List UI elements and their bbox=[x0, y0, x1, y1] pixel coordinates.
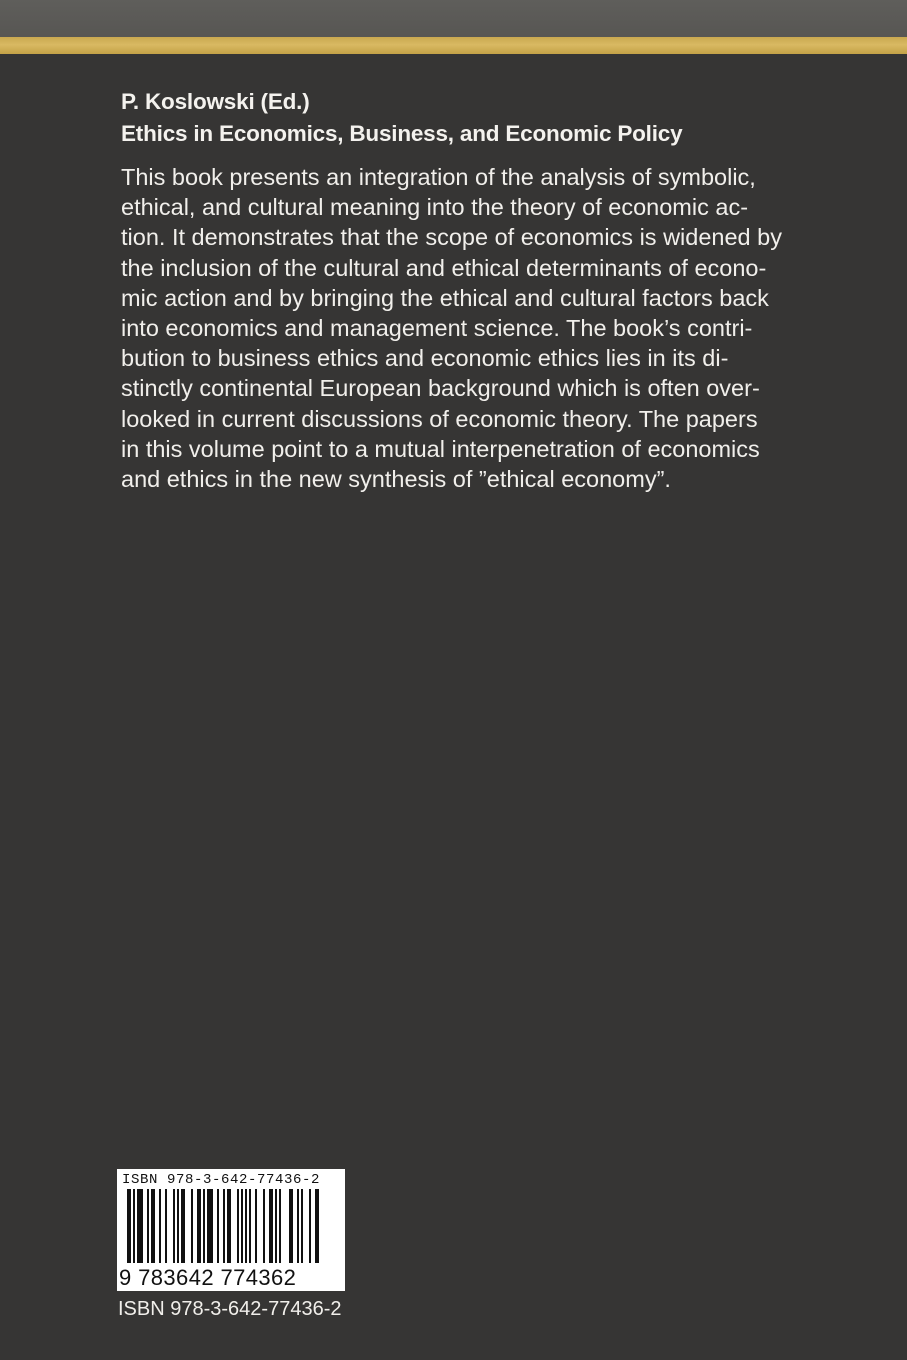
blurb-line: and ethics in the new synthesis of ”ethical economy”. bbox=[121, 466, 671, 493]
barcode-bar bbox=[203, 1189, 205, 1263]
barcode-bar bbox=[191, 1189, 193, 1263]
blurb-line: This book presents an integration of the analysis of symbolic, bbox=[121, 164, 756, 190]
barcode-bar bbox=[249, 1189, 251, 1263]
barcode-bar bbox=[151, 1189, 155, 1263]
barcode-bar bbox=[223, 1189, 225, 1263]
barcode-bar bbox=[279, 1189, 281, 1263]
blurb-line: the inclusion of the cultural and ethical determinants of econo- bbox=[121, 254, 767, 281]
blurb-line: into economics and management science. The book’s contri- bbox=[121, 315, 753, 342]
barcode-bar bbox=[315, 1189, 319, 1263]
barcode-bar bbox=[301, 1189, 303, 1263]
barcode-bar bbox=[127, 1189, 131, 1263]
barcode-bar bbox=[173, 1189, 175, 1263]
barcode-bar bbox=[197, 1189, 201, 1263]
barcode-bar bbox=[181, 1189, 185, 1263]
blurb-line: stinctly continental European background which is often over- bbox=[121, 375, 760, 402]
top-band bbox=[0, 0, 907, 37]
barcode-digits: 9 783642 774362 bbox=[119, 1265, 297, 1290]
barcode-isbn-label: ISBN 978-3-642-77436-2 bbox=[122, 1172, 321, 1188]
blurb-line: in this volume point to a mutual interpenetration of economics bbox=[121, 435, 760, 462]
barcode-bar bbox=[237, 1189, 239, 1263]
barcode-bar bbox=[147, 1189, 149, 1263]
barcode-bar bbox=[269, 1189, 273, 1263]
barcode-bar bbox=[241, 1189, 243, 1263]
barcode-bar bbox=[245, 1189, 247, 1263]
barcode-bar bbox=[263, 1189, 265, 1263]
barcode-bar bbox=[275, 1189, 277, 1263]
barcode-bar bbox=[159, 1189, 161, 1263]
gold-stripe bbox=[0, 37, 907, 54]
blurb-line: bution to business ethics and economic ethics lies in its di- bbox=[121, 345, 729, 372]
barcode-bar bbox=[133, 1189, 135, 1263]
author: P. Koslowski (Ed.) bbox=[121, 89, 310, 114]
barcode-bar bbox=[297, 1189, 299, 1263]
barcode-bar bbox=[207, 1189, 213, 1263]
barcode-bar bbox=[255, 1189, 257, 1263]
blurb-line: tion. It demonstrates that the scope of economics is widened by bbox=[121, 224, 782, 251]
barcode-bars bbox=[123, 1189, 323, 1271]
blurb-line: mic action and by bringing the ethical and cultural factors back bbox=[121, 284, 769, 311]
barcode-bar bbox=[165, 1189, 167, 1263]
barcode-bar bbox=[217, 1189, 219, 1263]
barcode-bar bbox=[177, 1189, 179, 1263]
blurb bbox=[121, 162, 802, 494]
isbn-text: ISBN 978-3-642-77436-2 bbox=[118, 1298, 342, 1320]
barcode bbox=[117, 1169, 345, 1291]
book-title: Ethics in Economics, Business, and Economic Policy bbox=[121, 121, 683, 146]
barcode-bar bbox=[137, 1189, 143, 1263]
blurb-line: looked in current discussions of economic theory. The papers bbox=[121, 405, 758, 432]
barcode-bar bbox=[309, 1189, 311, 1263]
barcode-bar bbox=[289, 1189, 293, 1263]
barcode-bar bbox=[227, 1189, 231, 1263]
blurb-line: ethical, and cultural meaning into the theory of economic ac- bbox=[121, 194, 749, 221]
